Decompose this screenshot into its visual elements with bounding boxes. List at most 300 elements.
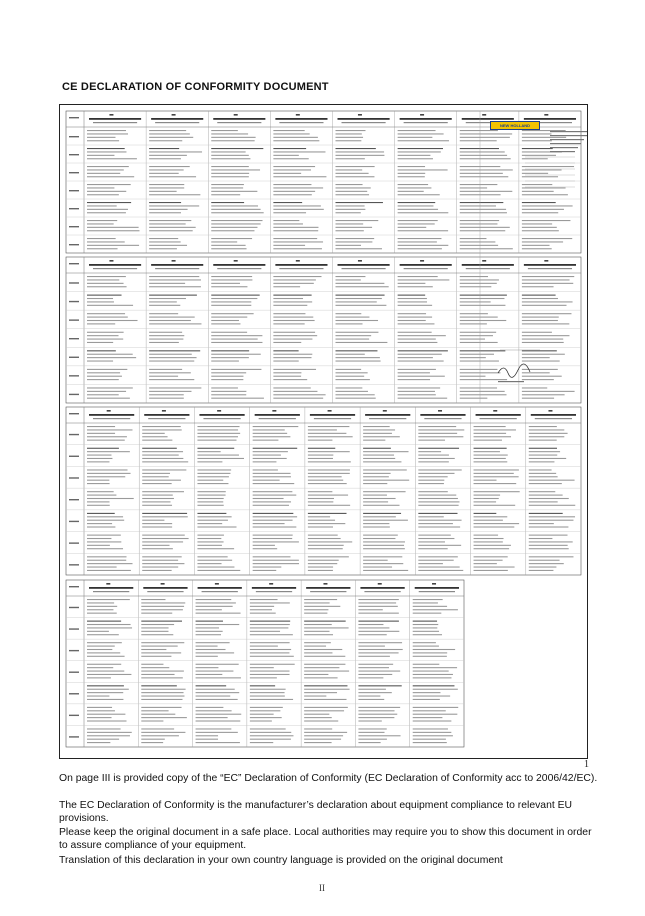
cell-text-line <box>418 570 463 571</box>
cell-text-line <box>273 209 323 210</box>
cell-text-line <box>211 230 254 231</box>
cell-text-line <box>413 606 447 607</box>
cell-text-line <box>142 429 181 430</box>
cell-text-line <box>196 634 221 635</box>
cell-text-line <box>336 238 375 239</box>
cell-text-line <box>87 739 119 740</box>
cell-text-line <box>196 642 230 643</box>
cell-text-line <box>196 609 222 610</box>
cell-text-line <box>253 570 277 571</box>
cell-text-line <box>336 220 379 221</box>
cell-text-line <box>336 140 362 141</box>
cell-text-line <box>304 671 349 672</box>
cell-text-line <box>460 376 486 377</box>
cell-text-line <box>336 360 381 361</box>
cell-text-line <box>418 556 457 557</box>
cell-text-line <box>141 631 168 632</box>
cell-text-line <box>304 667 339 668</box>
cell-text-line <box>87 526 115 527</box>
cell-text-line <box>196 707 224 708</box>
cell-text-line <box>196 717 228 718</box>
column-number-mark <box>106 583 110 585</box>
cell-text-line <box>398 176 425 177</box>
column-number-mark <box>420 114 424 116</box>
cell-text-line <box>308 513 347 514</box>
cell-text-line <box>413 642 436 643</box>
cell-text-line <box>211 342 262 343</box>
cell-text-line <box>522 241 563 242</box>
column-subheading-mark <box>203 418 240 419</box>
cell-text-line <box>304 720 338 721</box>
cell-text-line <box>398 283 426 284</box>
cell-text-line <box>308 458 333 459</box>
cell-text-line <box>141 710 168 711</box>
cell-text-line <box>87 563 133 564</box>
column-heading-mark <box>462 118 514 120</box>
cell-text-line <box>87 476 125 477</box>
cell-text-line <box>474 560 503 561</box>
cell-text-line <box>87 194 119 195</box>
cell-text-line <box>522 339 563 340</box>
cell-text-line <box>196 624 240 625</box>
column-number-mark <box>161 583 165 585</box>
row-label-mark <box>69 338 79 339</box>
cell-text-line <box>398 376 445 377</box>
cell-text-line <box>273 283 313 284</box>
cell-text-line <box>474 429 516 430</box>
cell-text-line <box>336 317 370 318</box>
cell-text-line <box>474 545 511 546</box>
cell-text-line <box>363 498 395 499</box>
cell-text-line <box>522 220 571 221</box>
cell-text-line <box>529 545 568 546</box>
cell-text-line <box>250 710 281 711</box>
cell-text-line <box>250 707 283 708</box>
cell-text-line <box>141 720 163 721</box>
cell-text-line <box>250 624 290 625</box>
cell-text-line <box>196 728 232 729</box>
cell-text-line <box>273 248 322 249</box>
cell-text-line <box>363 538 395 539</box>
cell-text-line <box>474 498 499 499</box>
row-label-mark <box>69 319 79 320</box>
cell-text-line <box>142 473 170 474</box>
cell-text-line <box>197 526 236 527</box>
cell-text-line <box>149 140 182 141</box>
cell-text-line <box>304 732 347 733</box>
column-heading-mark <box>310 414 355 416</box>
column-subheading-mark <box>535 418 572 419</box>
cell-text-line <box>308 560 339 561</box>
cell-text-line <box>149 339 183 340</box>
cell-text-line <box>253 560 299 561</box>
cell-text-line <box>474 448 507 449</box>
cell-text-line <box>273 184 311 185</box>
cell-text-line <box>273 379 307 380</box>
cell-text-line <box>87 354 133 355</box>
cell-text-line <box>149 305 180 306</box>
cell-text-line <box>87 538 111 539</box>
cell-text-line <box>460 391 505 392</box>
cell-text-line <box>253 429 285 430</box>
cell-text-line <box>87 360 113 361</box>
manufacturer-address-line <box>550 135 587 136</box>
cell-text-line <box>273 313 305 314</box>
cell-text-line <box>87 566 117 567</box>
cell-text-line <box>474 458 506 459</box>
cell-text-line <box>358 624 383 625</box>
cell-text-line <box>142 556 181 557</box>
cell-text-line <box>418 560 453 561</box>
cell-text-line <box>522 295 556 296</box>
cell-text-line <box>336 320 379 321</box>
paragraph-translation: Translation of this declaration in your own country language is provided on the original document <box>59 855 503 866</box>
cell-text-line <box>358 689 385 690</box>
cell-text-line <box>141 695 184 696</box>
cell-text-line <box>141 634 173 635</box>
cell-text-line <box>253 545 275 546</box>
cell-text-line <box>142 469 186 470</box>
row-label-mark <box>69 607 79 608</box>
cell-text-line <box>522 169 562 170</box>
cell-text-line <box>250 689 286 690</box>
cell-text-line <box>336 176 375 177</box>
cell-text-line <box>250 720 272 721</box>
cell-text-line <box>87 391 126 392</box>
cell-text-line <box>149 212 181 213</box>
cell-text-line <box>398 332 432 333</box>
cell-text-line <box>196 646 218 647</box>
cell-text-line <box>196 599 232 600</box>
cell-text-line <box>273 276 321 277</box>
cell-text-line <box>460 241 496 242</box>
cell-text-line <box>273 173 301 174</box>
cell-text-line <box>363 535 398 536</box>
logo-text: NEW HOLLAND <box>500 123 530 128</box>
cell-text-line <box>149 295 197 296</box>
cell-text-line <box>211 158 250 159</box>
column-heading-mark <box>252 587 296 589</box>
cell-text-line <box>336 212 361 213</box>
cell-text-line <box>273 372 301 373</box>
column-heading-mark <box>255 414 300 416</box>
cell-text-line <box>529 491 555 492</box>
cell-text-line <box>273 166 315 167</box>
cell-text-line <box>363 476 389 477</box>
cell-text-line <box>87 609 113 610</box>
column-heading-mark <box>365 414 410 416</box>
cell-text-line <box>196 649 226 650</box>
cell-text-line <box>418 563 443 564</box>
column-subheading-mark <box>419 591 455 592</box>
cell-text-line <box>87 133 128 134</box>
new-holland-logo <box>490 121 540 130</box>
paragraph-ec-definition: The EC Declaration of Conformity is the manufacturer’s declaration about equipment compliance to relevant EU provisions. <box>59 800 573 824</box>
cell-text-line <box>304 656 345 657</box>
declaration-table-svg <box>60 105 587 758</box>
cell-text-line <box>398 335 446 336</box>
cell-text-line <box>529 520 574 521</box>
column-subheading-mark <box>314 418 351 419</box>
cell-text-line <box>211 212 263 213</box>
cell-text-line <box>253 523 285 524</box>
cell-text-line <box>197 538 221 539</box>
cell-text-line <box>522 276 574 277</box>
cell-text-line <box>358 714 397 715</box>
cell-text-line <box>141 627 168 628</box>
cell-text-line <box>253 480 280 481</box>
cell-text-line <box>149 166 190 167</box>
cell-text-line <box>142 545 169 546</box>
cell-text-line <box>460 369 498 370</box>
cell-text-line <box>149 335 184 336</box>
cell-text-line <box>460 283 497 284</box>
cell-text-line <box>529 570 554 571</box>
cell-text-line <box>460 212 507 213</box>
cell-text-line <box>474 491 520 492</box>
cell-text-line <box>336 295 385 296</box>
cell-text-line <box>363 526 390 527</box>
cell-text-line <box>398 209 438 210</box>
cell-text-line <box>149 148 179 149</box>
cell-text-line <box>141 717 187 718</box>
cell-text-line <box>197 451 220 452</box>
cell-text-line <box>273 169 311 170</box>
cell-text-line <box>304 707 348 708</box>
cell-text-line <box>211 173 249 174</box>
cell-text-line <box>141 739 165 740</box>
cell-text-line <box>413 646 439 647</box>
cell-text-line <box>304 624 332 625</box>
column-number-mark <box>296 260 300 262</box>
cell-text-line <box>522 176 558 177</box>
cell-text-line <box>474 538 504 539</box>
cell-text-line <box>336 245 361 246</box>
cell-text-line <box>142 448 177 449</box>
column-number-mark <box>107 410 111 412</box>
cell-text-line <box>336 350 378 351</box>
cell-text-line <box>253 491 293 492</box>
cell-text-line <box>149 350 200 351</box>
cell-text-line <box>273 187 323 188</box>
cell-text-line <box>273 140 319 141</box>
cell-text-line <box>418 535 450 536</box>
cell-text-line <box>211 335 262 336</box>
cell-text-line <box>250 599 278 600</box>
cell-text-line <box>211 133 248 134</box>
cell-text-line <box>87 728 121 729</box>
cell-text-line <box>304 613 327 614</box>
cell-text-line <box>398 339 436 340</box>
row-label-mark <box>69 190 79 191</box>
cell-text-line <box>142 498 174 499</box>
cell-text-line <box>196 613 241 614</box>
cell-text-line <box>522 391 575 392</box>
cell-text-line <box>87 513 115 514</box>
cell-text-line <box>358 627 389 628</box>
cell-text-line <box>273 238 317 239</box>
cell-text-line <box>336 230 364 231</box>
cell-text-line <box>87 295 122 296</box>
cell-text-line <box>196 720 241 721</box>
cell-text-line <box>304 664 345 665</box>
column-number-mark <box>383 410 387 412</box>
cell-text-line <box>363 491 405 492</box>
cell-text-line <box>418 498 458 499</box>
cell-text-line <box>418 495 456 496</box>
cell-text-line <box>418 538 454 539</box>
cell-text-line <box>529 516 575 517</box>
cell-text-line <box>141 609 183 610</box>
cell-text-line <box>211 130 238 131</box>
cell-text-line <box>87 372 120 373</box>
cell-text-line <box>413 656 447 657</box>
cell-text-line <box>87 440 125 441</box>
cell-text-line <box>363 480 409 481</box>
cell-text-line <box>418 455 449 456</box>
cell-text-line <box>363 516 396 517</box>
cell-text-line <box>273 298 303 299</box>
cell-text-line <box>197 516 231 517</box>
cell-text-line <box>398 230 448 231</box>
cell-text-line <box>87 398 130 399</box>
cell-text-line <box>87 283 124 284</box>
cell-text-line <box>474 495 501 496</box>
cell-text-line <box>398 151 441 152</box>
cell-text-line <box>87 436 127 437</box>
cell-text-line <box>398 317 432 318</box>
cell-text-line <box>250 714 274 715</box>
cell-text-line <box>87 667 113 668</box>
cell-text-line <box>250 742 273 743</box>
cell-text-line <box>336 376 365 377</box>
cell-text-line <box>196 674 223 675</box>
cell-text-line <box>398 391 435 392</box>
paragraph-keep-original: Please keep the original document in a safe place. Local authorities may require you to show this document in order to assure compliance of your equipment. <box>59 827 592 851</box>
cell-text-line <box>273 130 304 131</box>
cell-text-line <box>197 483 228 484</box>
cell-text-line <box>149 372 191 373</box>
cell-text-line <box>142 541 183 542</box>
cell-text-line <box>273 394 325 395</box>
cell-text-line <box>142 451 183 452</box>
cell-text-line <box>253 495 297 496</box>
cell-text-line <box>398 357 433 358</box>
cell-text-line <box>87 148 125 149</box>
cell-text-line <box>358 685 401 686</box>
cell-text-line <box>336 248 382 249</box>
cell-text-line <box>87 621 121 622</box>
cell-text-line <box>308 469 350 470</box>
cell-text-line <box>196 710 232 711</box>
cell-text-line <box>398 279 450 280</box>
cell-text-line <box>197 570 240 571</box>
cell-text-line <box>196 689 235 690</box>
cell-text-line <box>474 476 519 477</box>
cell-text-line <box>460 227 510 228</box>
cell-text-line <box>529 426 557 427</box>
cell-text-line <box>273 223 303 224</box>
cell-text-line <box>211 245 245 246</box>
cell-text-line <box>149 357 196 358</box>
cell-text-line <box>308 516 330 517</box>
cell-text-line <box>197 433 240 434</box>
cell-text-line <box>363 461 401 462</box>
cell-text-line <box>522 317 559 318</box>
cell-text-line <box>474 526 515 527</box>
cell-text-line <box>529 476 558 477</box>
cell-text-line <box>522 191 554 192</box>
cell-text-line <box>398 223 435 224</box>
cell-text-line <box>418 429 464 430</box>
cell-text-line <box>196 735 218 736</box>
page-title: CE DECLARATION OF CONFORMITY DOCUMENT <box>62 81 329 93</box>
cell-text-line <box>250 728 286 729</box>
cell-text-line <box>398 372 430 373</box>
cell-text-line <box>253 458 287 459</box>
cell-text-line <box>142 426 181 427</box>
cell-text-line <box>336 286 389 287</box>
cell-text-line <box>87 187 114 188</box>
cell-text-line <box>304 677 337 678</box>
cell-text-line <box>197 469 231 470</box>
cell-text-line <box>529 535 568 536</box>
cell-text-line <box>250 674 290 675</box>
cell-text-line <box>142 455 178 456</box>
cell-text-line <box>149 298 186 299</box>
cell-text-line <box>363 560 388 561</box>
cell-text-line <box>336 137 364 138</box>
column-subheading-mark <box>466 268 510 269</box>
column-number-mark <box>482 114 486 116</box>
cell-text-line <box>273 357 311 358</box>
cell-text-line <box>529 483 562 484</box>
cell-text-line <box>196 671 234 672</box>
cell-text-line <box>250 667 274 668</box>
cell-text-line <box>529 429 565 430</box>
manufacturer-address-line <box>550 139 584 140</box>
cell-text-line <box>529 455 557 456</box>
cell-text-line <box>522 313 572 314</box>
cell-text-line <box>211 354 260 355</box>
cell-text-line <box>141 677 183 678</box>
cell-text-line <box>197 520 228 521</box>
cell-text-line <box>197 498 223 499</box>
cell-text-line <box>250 732 291 733</box>
cell-text-line <box>460 350 506 351</box>
cell-text-line <box>87 429 132 430</box>
cell-text-line <box>308 526 333 527</box>
cell-text-line <box>87 631 109 632</box>
cell-text-line <box>197 545 221 546</box>
cell-text-line <box>336 155 385 156</box>
cell-text-line <box>460 133 512 134</box>
cell-text-line <box>211 357 249 358</box>
cell-text-line <box>273 137 318 138</box>
cell-text-line <box>87 357 136 358</box>
cell-text-line <box>336 387 363 388</box>
cell-text-line <box>141 606 184 607</box>
cell-text-line <box>474 469 519 470</box>
column-number-mark <box>215 583 219 585</box>
cell-text-line <box>149 173 179 174</box>
cell-text-line <box>149 202 181 203</box>
cell-text-line <box>196 631 223 632</box>
cell-text-line <box>308 523 345 524</box>
row-label-mark <box>69 672 79 673</box>
cell-text-line <box>308 455 333 456</box>
declaration-scan-image <box>59 104 588 759</box>
